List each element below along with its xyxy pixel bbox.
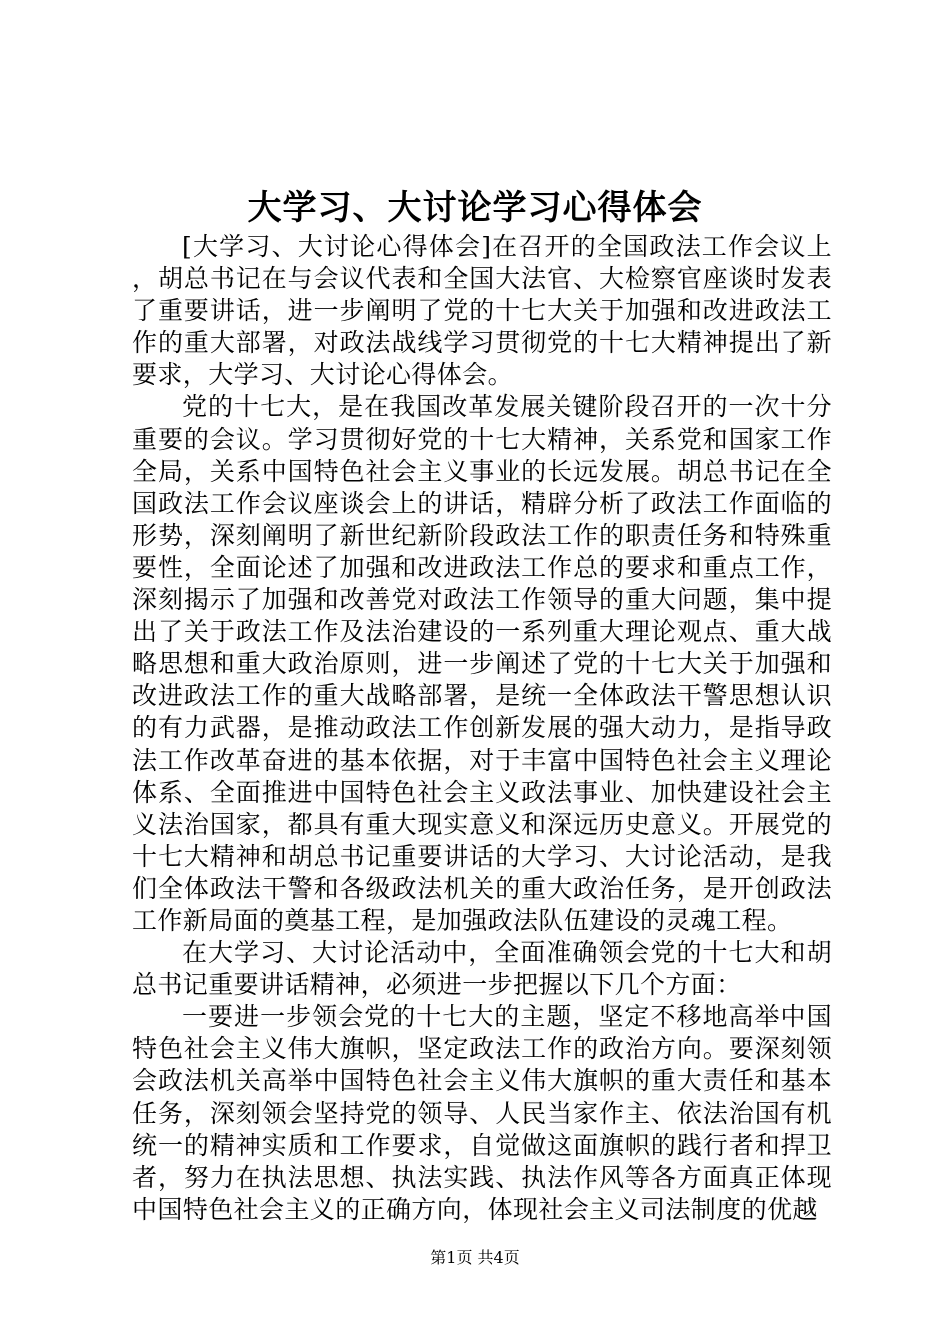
document-title: 大学习、大讨论学习心得体会 (247, 188, 703, 228)
page-footer: 第1页 共4页 (430, 1248, 520, 1267)
paragraph-1: [大学习、大讨论心得体会]在召开的全国政法工作会议上，胡总书记在与会议代表和全国大法官、大检察官座谈时发表了重要讲话，进一步阐明了党的十七大关于加强和改进政法工作的重大部署，对政法战线学习贯彻党的十七大精神提出了新要求，大学习、大讨论心得体会。 (132, 232, 832, 390)
paragraph-4: 一要进一步领会党的十七大的主题，坚定不移地高举中国特色社会主义伟大旗帜，坚定政法工作的政治方向。要深刻领会政法机关高举中国特色社会主义伟大旗帜的重大责任和基本任务，深刻领会坚持党的领导、人民当家作主、依法治国有机统一的精神实质和工作要求，自觉做这面旗帜的践行者和捍卫者，努力在执法思想、执法实践、执法作风等各方面真正体现中国特色社会主义的正确方向，体现社会主义司法制度的优越 (132, 1002, 832, 1224)
document-body (132, 231, 832, 1226)
paragraph-2: 党的十七大，是在我国改革发展关键阶段召开的一次十分重要的会议。学习贯彻好党的十七大精神，关系党和国家工作全局，关系中国特色社会主义事业的长远发展。胡总书记在全国政法工作会议座谈会上的讲话，精辟分析了政法工作面临的形势，深刻阐明了新世纪新阶段政法工作的职责任务和特殊重要性，全面论述了加强和改进政法工作总的要求和重点工作，深刻揭示了加强和改善党对政法工作领导的重大问题，集中提出了关于政法工作及法治建设的一系列重大理论观点、重大战略思想和重大政治原则，进一步阐述了党的十七大关于加强和改进政法工作的重大战略部署，是统一全体政法干警思想认识的有力武器，是推动政法工作创新发展的强大动力，是指导政法工作改革奋进的基本依据，对于丰富中国特色社会主义理论体系、全面推进中国特色社会主义政法事业、加快建设社会主义法治国家，都具有重大现实意义和深远历史意义。开展党的十七大精神和胡总书记重要讲话的大学习、大讨论活动，是我们全体政法干警和各级政法机关的重大政治任务，是开创政法工作新局面的奠基工程，是加强政法队伍建设的灵魂工程。 (132, 392, 832, 935)
paragraph-3: 在大学习、大讨论活动中，全面准确领会党的十七大和胡总书记重要讲话精神，必须进一步把握以下几个方面： (132, 938, 832, 1000)
